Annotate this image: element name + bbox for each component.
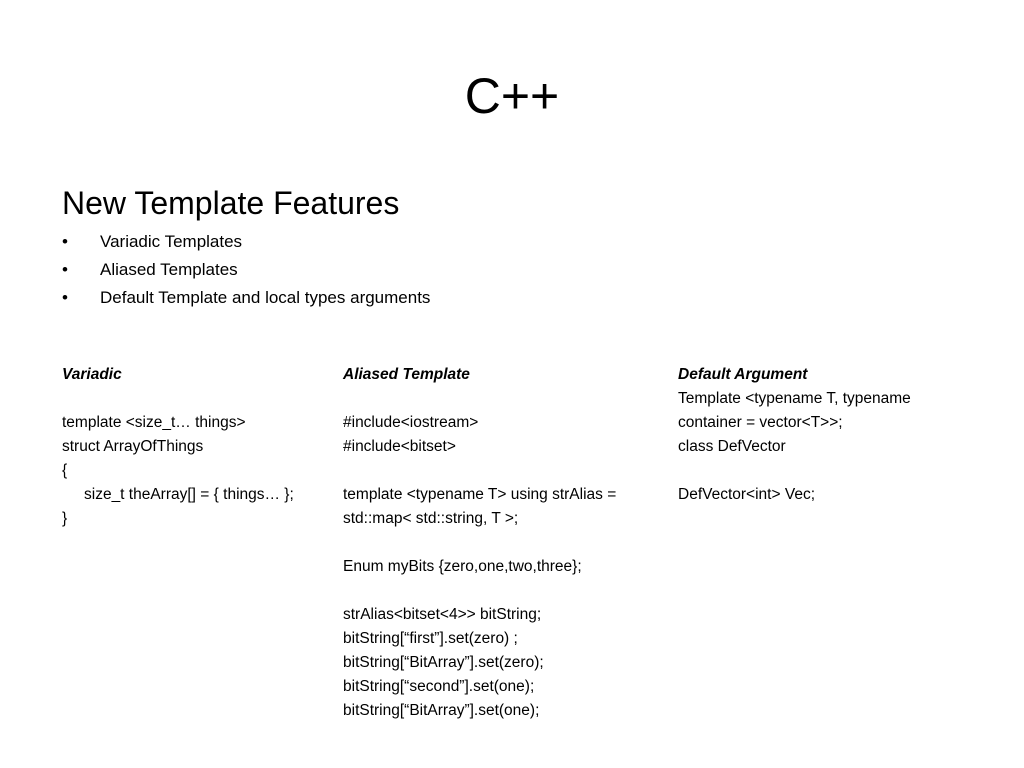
variadic-heading: Variadic: [62, 366, 122, 383]
slide-subtitle: New Template Features: [62, 185, 400, 221]
bullet-list: [62, 228, 430, 312]
bullet-text: Aliased Templates: [100, 260, 238, 279]
default-argument-heading: Default Argument: [678, 366, 808, 383]
code-line: class DefVector: [678, 438, 786, 455]
bullet-item: [62, 228, 430, 256]
code-line: template <typename T> using strAlias =: [343, 486, 617, 503]
code-line: Enum myBits {zero,one,two,three};: [343, 558, 582, 575]
code-line: bitString[“BitArray”].set(one);: [343, 702, 540, 719]
spacer-line: [343, 387, 616, 411]
spacer-line: [678, 459, 911, 483]
spacer-line: [343, 459, 616, 483]
code-line: #include<iostream>: [343, 414, 479, 431]
code-line: bitString[“BitArray”].set(zero);: [343, 654, 544, 671]
bullet-icon: •: [62, 232, 68, 251]
code-line: strAlias<bitset<4>> bitString;: [343, 606, 542, 623]
code-line: {: [62, 462, 68, 479]
code-line: size_t theArray[] = { things… };: [84, 486, 294, 503]
spacer-line: [343, 531, 616, 555]
code-line: }: [62, 510, 68, 527]
code-line: template <size_t… things>: [62, 414, 246, 431]
code-line: bitString[“first”].set(zero) ;: [343, 630, 518, 647]
spacer-line: [343, 579, 616, 603]
bullet-icon: •: [62, 288, 68, 307]
bullet-item: [62, 284, 430, 312]
code-line: #include<bitset>: [343, 438, 456, 455]
code-line: std::map< std::string, T >;: [343, 510, 519, 527]
code-line: Template <typename T, typename: [678, 390, 911, 407]
spacer-line: [62, 387, 294, 411]
bullet-text: Variadic Templates: [100, 232, 243, 251]
aliased-column: [343, 363, 616, 723]
variadic-column: [62, 363, 294, 531]
bullet-item: [62, 256, 430, 284]
code-line: struct ArrayOfThings: [62, 438, 204, 455]
code-line: DefVector<int> Vec;: [678, 486, 816, 503]
code-line: bitString[“second”].set(one);: [343, 678, 535, 695]
aliased-heading: Aliased Template: [343, 366, 470, 383]
slide-title: C++: [464, 68, 560, 124]
code-line: container = vector<T>>;: [678, 414, 843, 431]
bullet-text: Default Template and local types arguments: [100, 288, 431, 307]
bullet-icon: •: [62, 260, 68, 279]
default-argument-column: [678, 363, 911, 507]
